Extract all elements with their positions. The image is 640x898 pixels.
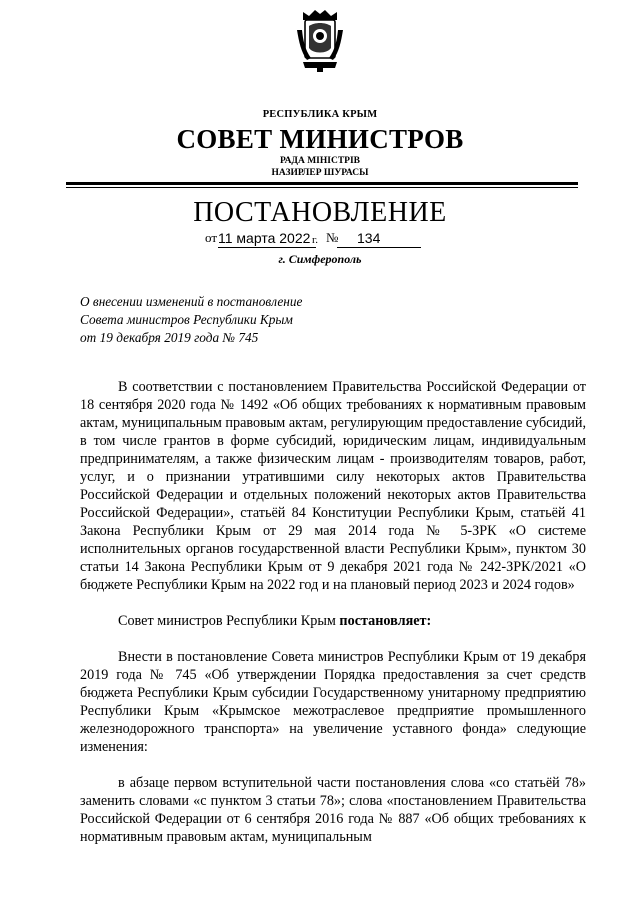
preamble-text: В соответствии с постановлением Правительства Российской Федерации от 18 сентября 2020 года № 1492 «Об общих требованиях к нормативным правовым актам, муниципальным правовым актам, регулирующим предоставление субсидий, в том числе грантов в форме субсидий, юридическим лицам, индивидуальным предпринимателям, а также физическим лицам - производителям товаров, работ, услуг, и о признании утратившими силу некоторых актов Правительства Российской Федерации и отдельных положений некоторых актов Правительства Российской Федерации», статьёй 84 Конституции Республики Крым, статьёй 41 Закона Республики Крым от 29 мая 2014 года № 5-ЗРК «О системе исполнительных органов государственной власти Республики Крым», пунктом 30 статьи 14 Закона Республики Крым от 9 декабря 2021 года № 242-ЗРК/2021 «О бюджете Республики Крым на 2022 год и на плановый период 2023 и 2024 годов» — [80, 379, 586, 593]
date-prefix: от — [205, 230, 218, 245]
republic-name: РЕСПУБЛИКА КРЫМ — [262, 109, 378, 120]
header-divider-thick — [66, 182, 578, 185]
amendment-detail-paragraph — [80, 774, 586, 846]
council-name-ukrainian: РАДА МІНІСТРІВ — [279, 156, 360, 166]
document-title — [80, 293, 380, 347]
number-prefix: № — [326, 230, 339, 245]
preamble-paragraph — [80, 378, 586, 594]
year-mark: г. — [312, 234, 319, 246]
resolution-text: Совет министров Республики Крым — [118, 613, 340, 629]
crimea-coat-of-arms-icon — [293, 8, 347, 74]
document-number: 134 — [357, 230, 381, 246]
resolution-keyword: постановляет: — [339, 613, 432, 629]
title-line: от 19 декабря 2019 года № 745 — [80, 330, 259, 345]
amendment-paragraph — [80, 648, 586, 756]
title-line: Совета министров Республики Крым — [80, 312, 293, 327]
amendment-detail-text: в абзаце первом вступительной части постановления слова «со статьёй 78» заменить словами «с пунктом 3 статьи 78»; слова «постановлением Правительства Российской Федерации от 6 сентября 2016 года № 887 «Об общих требованиях к нормативным правовым актам, муниципальным — [80, 775, 586, 845]
title-line: О внесении изменений в постановление — [80, 294, 303, 309]
header-divider-thin — [66, 187, 578, 188]
date-underline — [218, 247, 316, 248]
council-name-crimean-tatar: НАЗИРЛЕР ШУРАСЫ — [271, 168, 369, 178]
document-type: ПОСТАНОВЛЕНИЕ — [193, 197, 447, 228]
document-city: г. Симферополь — [278, 252, 362, 266]
document-date: 11 марта 2022 — [218, 230, 311, 246]
number-underline — [337, 247, 421, 248]
resolution-paragraph — [80, 612, 586, 630]
council-name: СОВЕТ МИНИСТРОВ — [176, 124, 464, 154]
amendment-text: Внести в постановление Совета министров Республики Крым от 19 декабря 2019 года № 745 «Об утверждении Порядка предоставления за счет средств бюджета Республики Крым субсидии Государственному унитарному предприятию Республики Крым «Крымское межотраслевое предприятие промышленного железнодорожного транспорта» на увеличение уставного фонда» следующие изменения: — [80, 649, 586, 755]
